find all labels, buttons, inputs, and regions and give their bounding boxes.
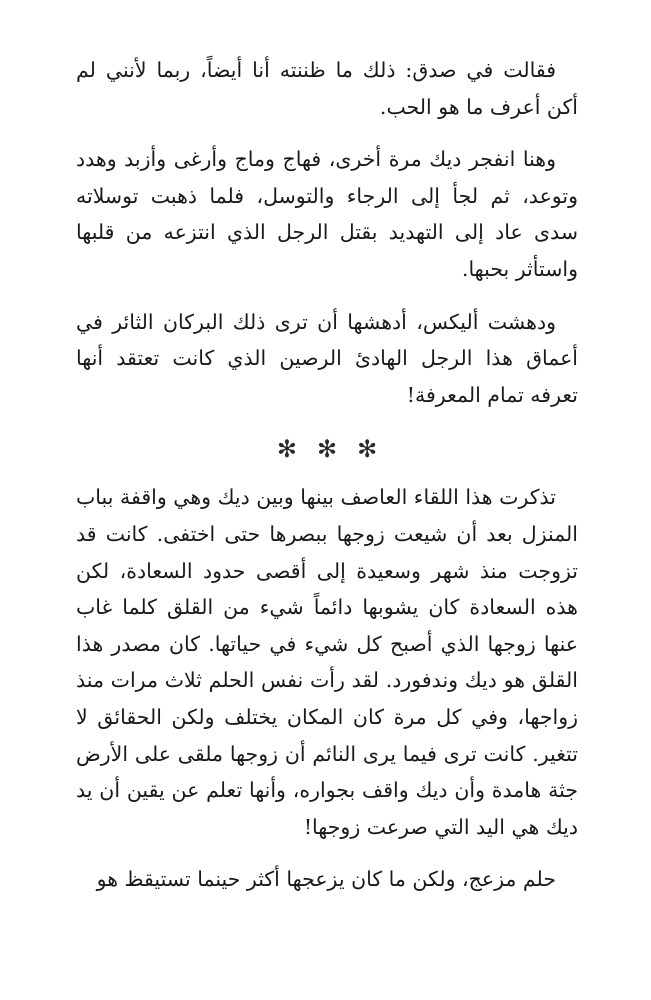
asterism-star-1: ✻ (357, 435, 378, 464)
asterism-star-2: ✻ (316, 435, 338, 464)
paragraph-2: وهنا انفجر ديك مرة أخرى، فهاج وماج وأرغى وأزبد وهدد وتوعد، ثم لجأ إلى الرجاء والتوسل، فلما ذهبت توسلاته سدى عاد إلى التهديد بقتل الرجل الذي انتزعه من قلبها واستأثر بحبها. (76, 147, 578, 281)
paragraph-4: تذكرت هذا اللقاء العاصف بينها وبين ديك وهي واقفة بباب المنزل بعد أن شيعت زوجها ببصرها حتى اختفى. كانت قد تزوجت منذ شهر وسعيدة إلى أقصى حدود السعادة، لكن هذه السعادة كان يشوبها دائماً شيء من القلق كلما غاب عنها زوجها الذي أصبح كل شيء في حياتها. كان مصدر هذا القلق هو ديك وندفورد. لقد رأت نفس الحلم ثلاث مرات منذ زواجها، وفي كل مرة كان المكان يختلف ولكن الحقائق لا تتغير. كانت ترى فيما يرى النائم أن زوجها ملقى على الأرض جثة هامدة وأن ديك واقف بجواره، وأنها تعلم عن يقين أن يد ديك هي اليد التي صرعت زوجها! (76, 485, 578, 839)
book-page (76, 52, 578, 992)
paragraph-1: فقالت في صدق: ذلك ما ظننته أنا أيضاً، ربما لأنني لم أكن أعرف ما هو الحب. (76, 58, 578, 119)
paragraph-5: حلم مزعج، ولكن ما كان يزعجها أكثر حينما تستيقظ هو (96, 867, 556, 892)
paragraph-3: ودهشت أليكس، أدهشها أن ترى ذلك البركان الثائر في أعماق هذا الرجل الهادئ الرصين الذي كانت تعتقد أنها تعرفه تمام المعرفة! (76, 309, 578, 407)
section-separator (76, 429, 578, 469)
asterism-star-3: ✻ (276, 435, 297, 464)
